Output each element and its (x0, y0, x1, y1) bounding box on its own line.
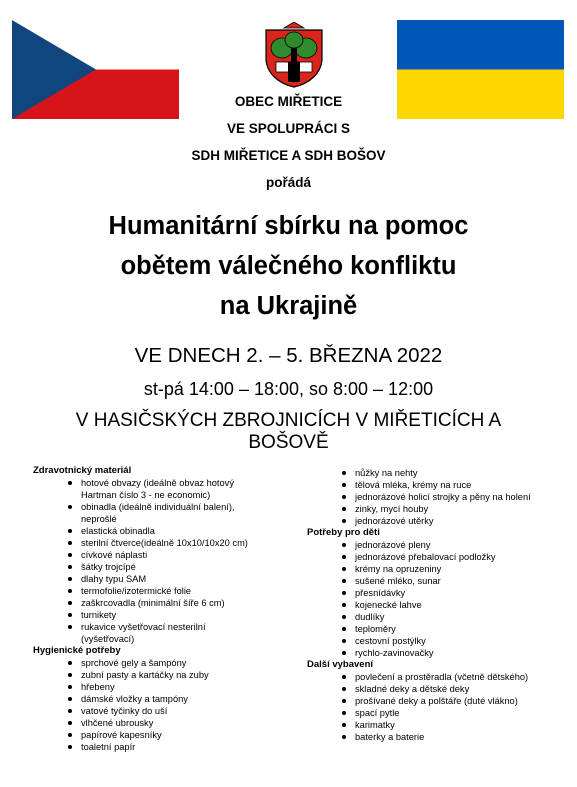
list-item: zinky, mycí houby (355, 503, 572, 515)
list-item: toaletní papír (81, 741, 288, 753)
event-dates: VE DNECH 2. – 5. BŘEZNA 2022 (134, 344, 443, 367)
list-item: dlahy typu SAM (81, 573, 288, 585)
list-item: povlečení a prostěradla (včetně dětského) (355, 671, 572, 683)
event-place (30, 410, 547, 454)
list-item: teploměry (355, 623, 572, 635)
section-title-zdravotnicky: Zdravotnický materiál (33, 465, 132, 476)
list-item: rukavice vyšetřovací nesterilní (vyšetřovací) (81, 621, 288, 645)
list-item: vatové tyčinky do uší (81, 705, 288, 717)
list-hygienicke-cont (307, 467, 572, 527)
list-item: hotové obvazy (ideálně obvaz hotový Hartman číslo 3 - ne economic) (81, 477, 288, 501)
section-title-dalsi: Další vybavení (307, 659, 374, 670)
list-zdravotnicky (33, 477, 288, 645)
list-item: sprchové gely a šampóny (81, 657, 288, 669)
list-item: turnikety (81, 609, 288, 621)
list-item: přesnídávky (355, 587, 572, 599)
list-item: prošívané deky a polštáře (duté vlákno) (355, 695, 572, 707)
list-item: spací pytle (355, 707, 572, 719)
list-item: jednorázové holicí strojky a pěny na holení (355, 491, 572, 503)
list-item: elastická obinadla (81, 525, 288, 537)
list-item: skladné deky a dětské deky (355, 683, 572, 695)
list-item: obinadla (ideálně individuální balení), neprošlé (81, 501, 288, 525)
organizer-line-4: pořádá (265, 175, 311, 190)
organizer-line-3: SDH MIŘETICE A SDH BOŠOV (191, 148, 386, 163)
list-item: sušené mléko, sunar (355, 575, 572, 587)
list-item: sterilní čtverce(ideálně 10x10/10x20 cm) (81, 537, 288, 549)
list-item: baterky a baterie (355, 731, 572, 743)
list-item: tělová mléka, krémy na ruce (355, 479, 572, 491)
place-line-2: BOŠOVĚ (248, 432, 329, 453)
list-item: zubní pasty a kartáčky na zuby (81, 669, 288, 681)
list-item: papírové kapesníky (81, 729, 288, 741)
list-deti (307, 539, 572, 659)
list-item: jednorázové utěrky (355, 515, 572, 527)
list-item: šátky trojcípé (81, 561, 288, 573)
event-times: st-pá 14:00 – 18:00, so 8:00 – 12:00 (143, 379, 434, 399)
items-column-right (307, 467, 572, 743)
list-item: cestovní postýlky (355, 635, 572, 647)
list-item: termofolie/izotermické folie (81, 585, 288, 597)
coat-of-arms-icon (264, 22, 324, 88)
section-title-deti: Potřeby pro děti (307, 527, 380, 538)
list-item: hřebeny (81, 681, 288, 693)
list-item: jednorázové přebalovací podložky (355, 551, 572, 563)
list-item: karimatky (355, 719, 572, 731)
list-item: rychlo-zavinovačky (355, 647, 572, 659)
list-item: jednorázové pleny (355, 539, 572, 551)
section-title-hygienicke: Hygienické potřeby (33, 645, 121, 656)
list-item: dudlíky (355, 611, 572, 623)
organizer-line-2: VE SPOLUPRÁCI S (226, 121, 351, 136)
list-item: dámské vložky a tampóny (81, 693, 288, 705)
items-column-left (33, 465, 288, 753)
list-item: cívkové náplasti (81, 549, 288, 561)
list-item: kojenecké lahve (355, 599, 572, 611)
title-line-2: obětem válečného konfliktu (120, 252, 457, 280)
flag-ua-blue (397, 20, 564, 70)
page-title (40, 206, 537, 326)
organizer-line-1: OBEC MIŘETICE (234, 94, 343, 109)
title-line-1: Humanitární sbírku na pomoc (108, 212, 469, 240)
list-hygienicke (33, 657, 288, 753)
list-item: krémy na opruzeniny (355, 563, 572, 575)
list-item: vlhčené ubrousky (81, 717, 288, 729)
list-dalsi (307, 671, 572, 743)
list-item: nůžky na nehty (355, 467, 572, 479)
list-item: zaškrcovadla (minimální šíře 6 cm) (81, 597, 288, 609)
place-line-1: V HASIČSKÝCH ZBROJNICÍCH V MIŘETICÍCH A (75, 410, 502, 431)
title-line-3: na Ukrajině (219, 292, 358, 320)
